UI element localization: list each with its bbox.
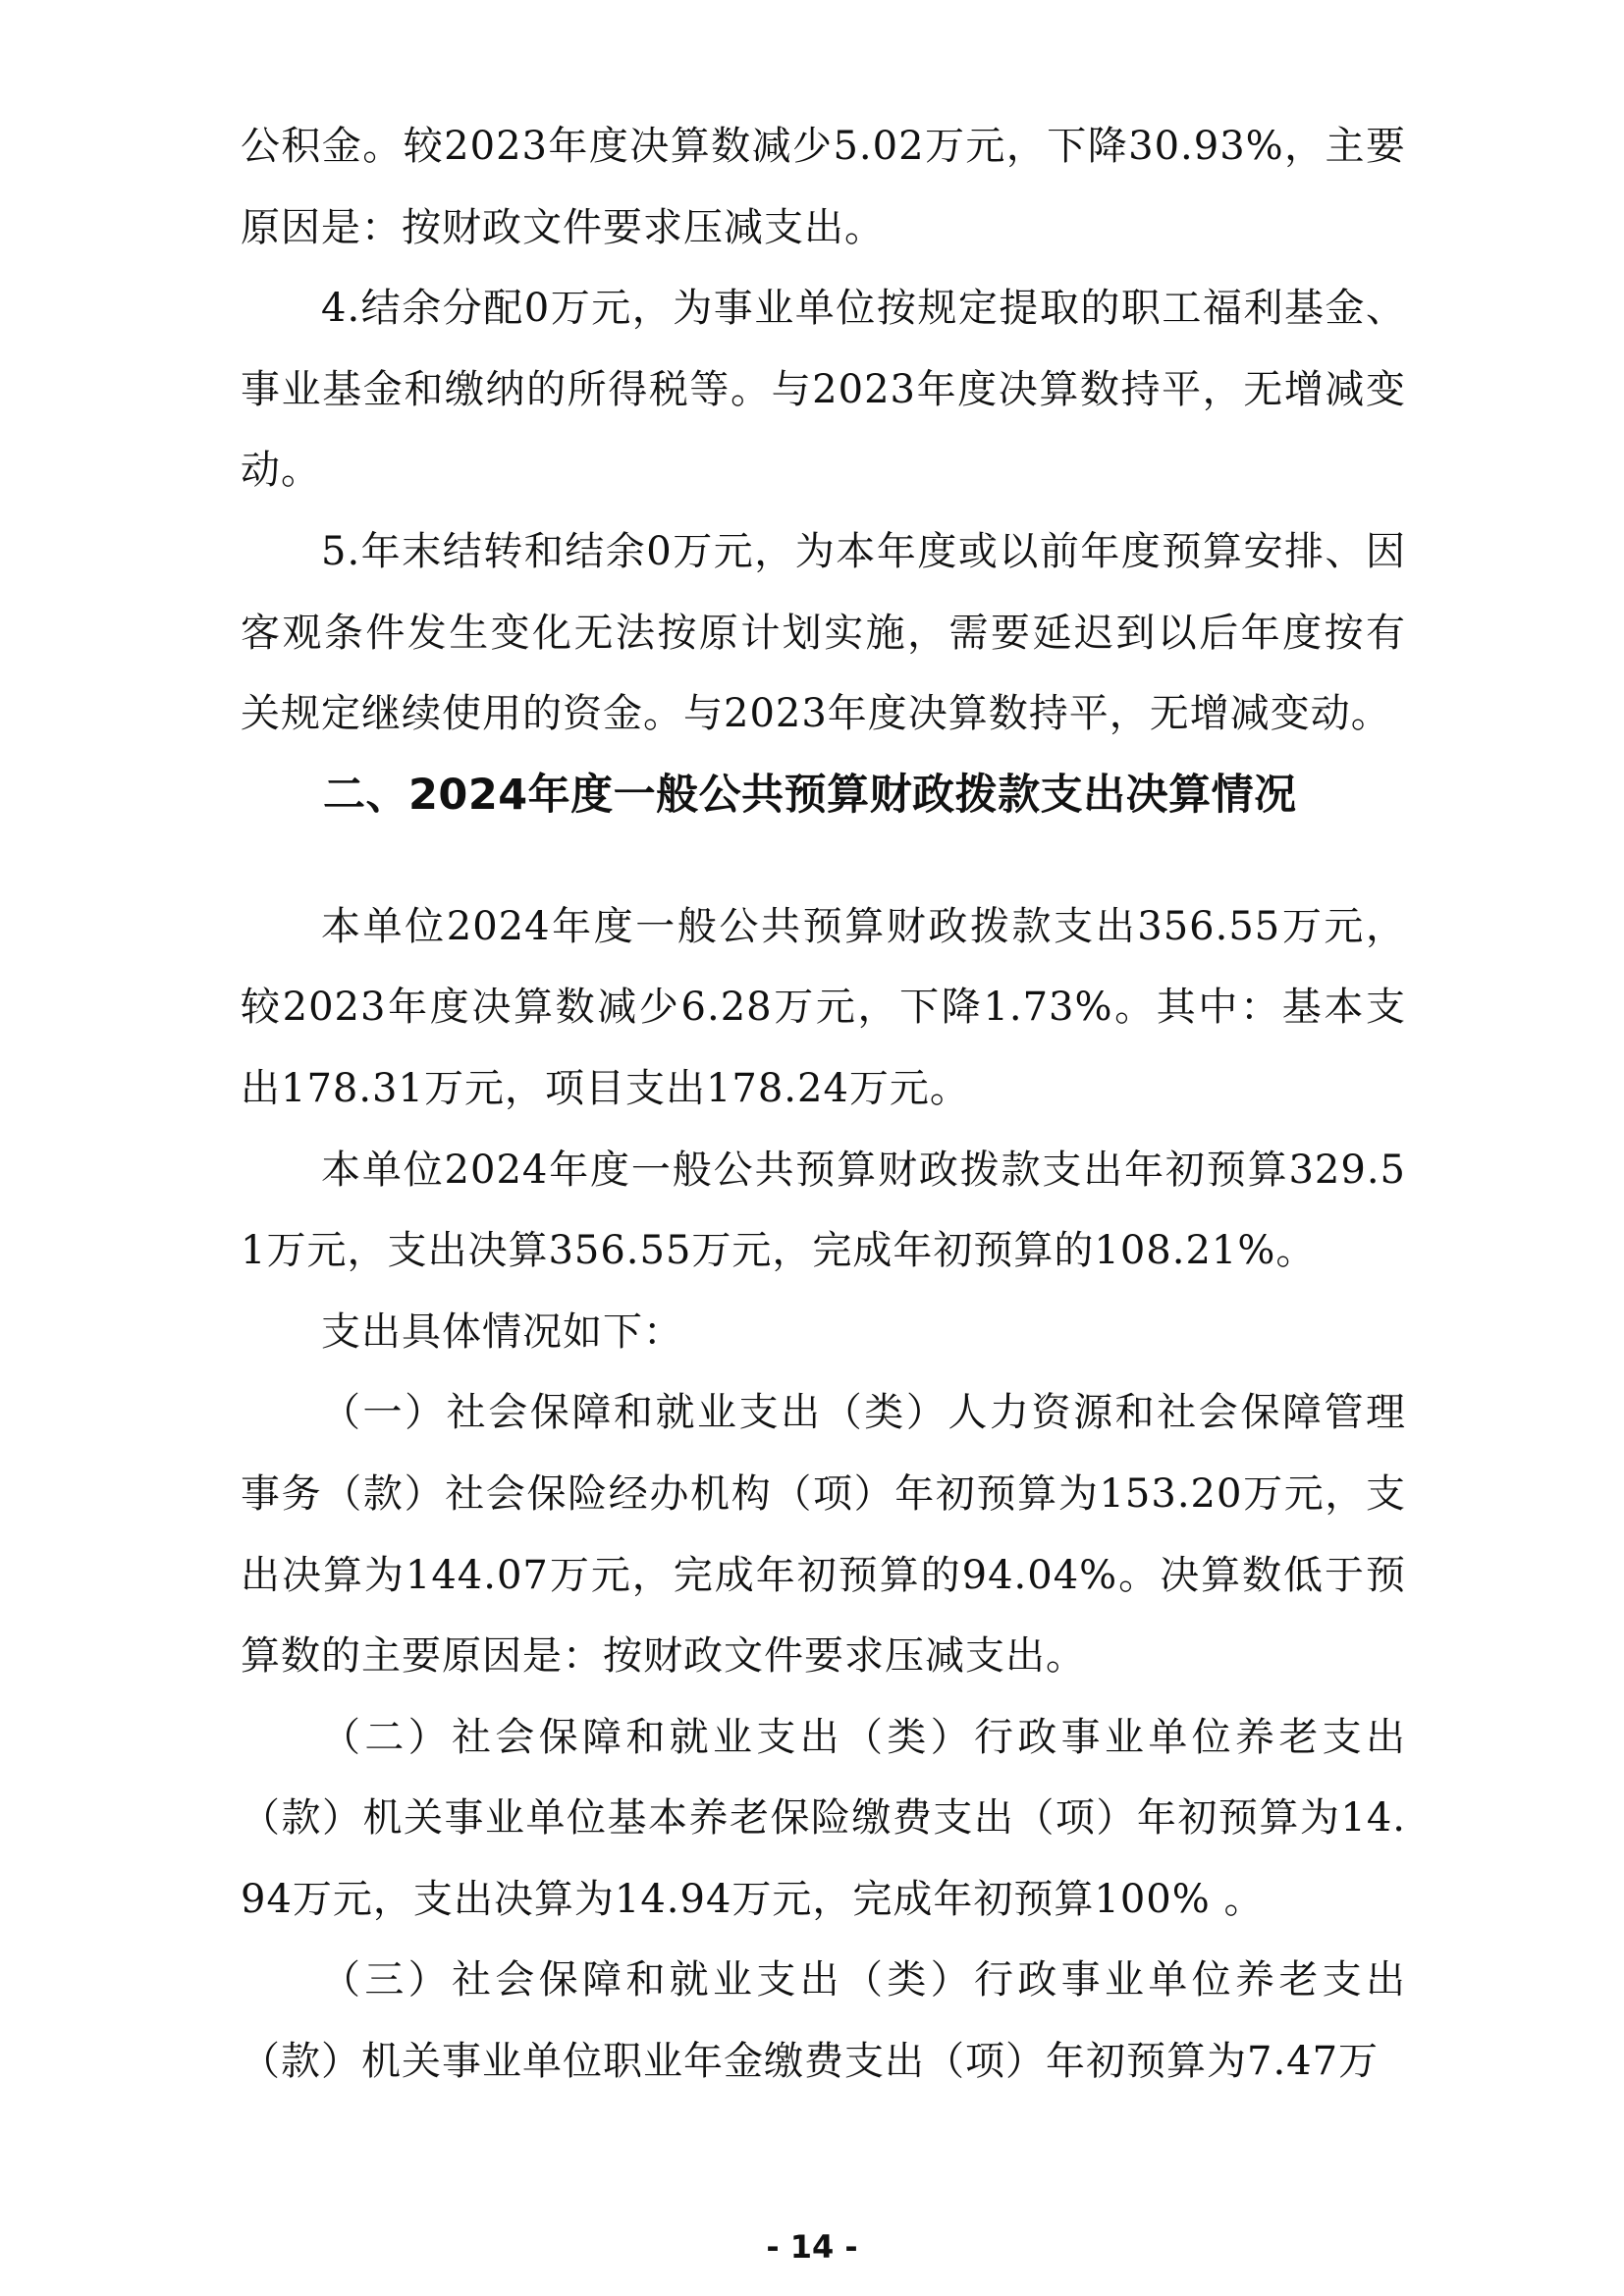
paragraph-item-2: （二）社会保障和就业支出（类）行政事业单位养老支出（款）机关事业单位基本养老保险缴费支出（项）年初预算为14.94万元，支出决算为14.94万元，完成年初预算100% 。 (241, 1714, 1406, 1922)
paragraph-details-intro: 支出具体情况如下： (321, 1308, 683, 1355)
paragraph-surplus-distribution: 4.结余分配0万元，为事业单位按规定提取的职工福利基金、事业基金和缴纳的所得税等。与2023年度决算数持平，无增减变动。 (241, 286, 1406, 494)
paragraph-year-end-balance: 5.年末结转和结余0万元，为本年度或以前年度预算安排、因客观条件发生变化无法按原计划实施，需要延迟到以后年度按有关规定继续使用的资金。与2023年度决算数持平，无增减变动。 (241, 528, 1406, 737)
paragraph-item-1: （一）社会保障和就业支出（类）人力资源和社会保障管理事务（款）社会保险经办机构（项）年初预算为153.20万元，支出决算为144.07万元，完成年初预算的94.04%。决算数低于预算数的主要原因是：按财政文件要求压减支出。 (241, 1390, 1406, 1680)
paragraph-housing-fund: 公积金。较2023年度决算数减少5.02万元，下降30.93%，主要原因是：按财政文件要求压减支出。 (241, 124, 1406, 250)
paragraph-item-3: （三）社会保障和就业支出（类）行政事业单位养老支出（款）机关事业单位职业年金缴费支出（项）年初预算为7.47万 (241, 1957, 1406, 2085)
section-heading: 二、2024年度一般公共预算财政拨款支出决算情况 (323, 770, 1297, 820)
page-number: - 14 - (766, 2228, 858, 2266)
paragraph-total-expenditure: 本单位2024年度一般公共预算财政拨款支出356.55万元，较2023年度决算数减少6.28万元，下降1.73%。其中：基本支出178.31万元，项目支出178.24万元。 (241, 903, 1406, 1111)
document-body (241, 106, 1406, 2103)
paragraph-budget-completion: 本单位2024年度一般公共预算财政拨款支出年初预算329.51万元，支出决算356.55万元，完成年初预算的108.21%。 (241, 1147, 1406, 1274)
